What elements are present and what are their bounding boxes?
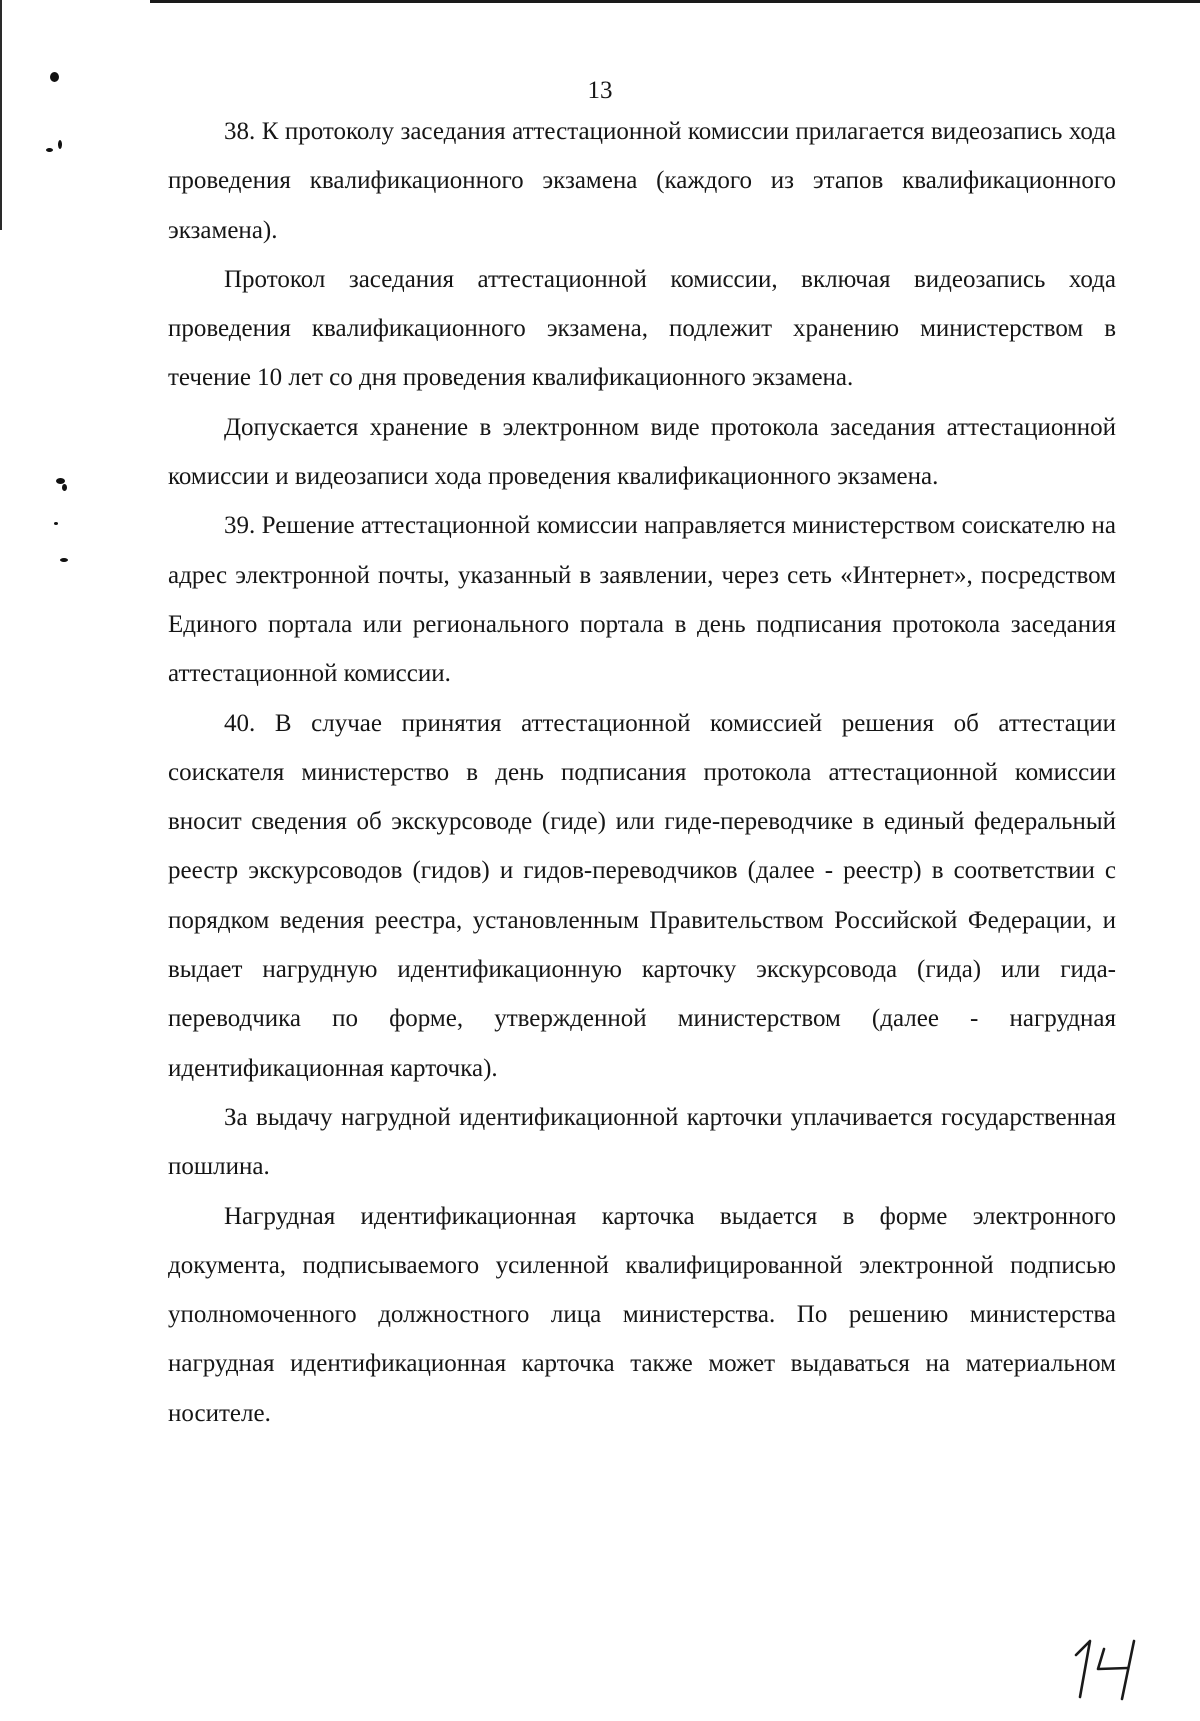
paragraph-39: 39. Решение аттестационной комиссии направляется министерством соискателю на адрес электронной почты, указанный в заявлении, через сеть «Интернет», посредством Единого портала или регионального портала в день подписания протокола заседания аттестационной комиссии. [168, 512, 1116, 688]
scan-speck [46, 148, 53, 152]
paragraph-40: 40. В случае принятия аттестационной комиссией решения об аттестации соискателя министерство в день подписания протокола аттестационной комиссии вносит сведения об экскурсоводе (гиде) или гиде-переводчике в единый федеральный реестр экскурсоводов (гидов) и гидов-переводчиков (далее - реестр) в соответствии с порядком ведения реестра, установленным Правительством Российской Федерации, и выдает нагрудную идентификационную карточку экскурсовода (гида) или гида-переводчика по форме, утвержденной министерством (далее - нагрудная идентификационная карточка). [168, 709, 1116, 1082]
scan-left-edge-line [0, 0, 2, 230]
scan-top-edge-line [150, 0, 1200, 3]
handwritten-page-number-glyph [1070, 1635, 1160, 1701]
paragraph-state-fee: За выдачу нагрудной идентификационной карточки уплачивается государственная пошлина. [168, 1103, 1116, 1181]
paragraph-protocol-storage: Протокол заседания аттестационной комиссии, включая видеозапись хода проведения квалификационного экзамена, подлежит хранению министерством в течение 10 лет со дня проведения квалификационного экзамена. [168, 265, 1116, 392]
paragraph-card-issuance: Нагрудная идентификационная карточка выдается в форме электронного документа, подписываемого усиленной квалифицированной электронной подписью уполномоченного должностного лица министерства. По решению министерства нагрудная идентификационная карточка также может выдаваться на материальном носителе. [168, 1202, 1116, 1427]
page-number: 13 [587, 77, 613, 104]
paragraph-electronic-storage: Допускается хранение в электронном виде протокола заседания аттестационной комиссии и видеозаписи хода проведения квалификационного экзамена. [168, 413, 1116, 491]
scan-speck [54, 522, 58, 525]
scan-speck [60, 558, 68, 562]
paragraph-38: 38. К протоколу заседания аттестационной комиссии прилагается видеозапись хода проведения квалификационного экзамена (каждого из этапов квалификационного экзамена). [168, 118, 1116, 244]
scan-speck [58, 140, 62, 149]
document-body [168, 107, 1116, 1438]
scan-speck [62, 484, 67, 491]
